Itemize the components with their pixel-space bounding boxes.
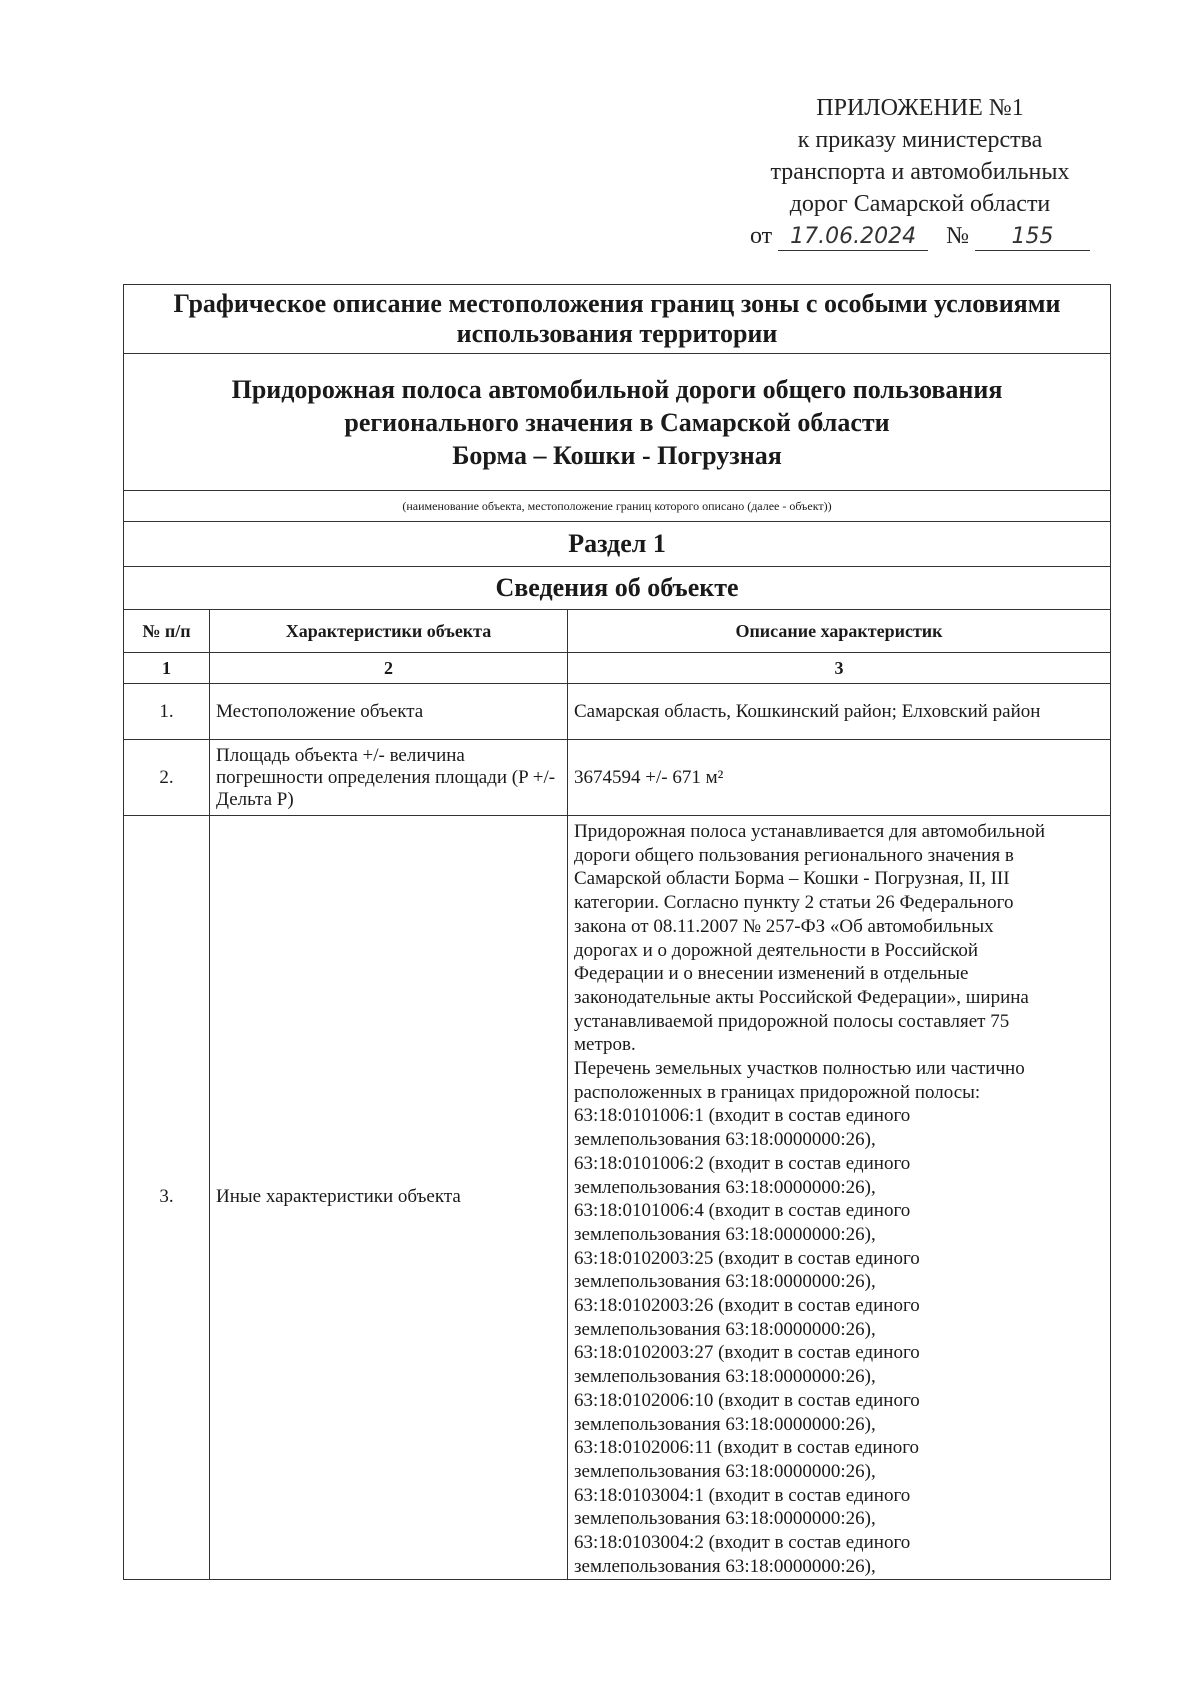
object-name-note: (наименование объекта, местоположение границ которого описано (далее - объект)) (124, 491, 1111, 522)
description-line: землепользования 63:18:0000000:26), (574, 1413, 876, 1435)
description-line: землепользования 63:18:0000000:26), (574, 1366, 876, 1388)
row-number: 3. (124, 816, 210, 1580)
column-number: 2 (210, 653, 568, 684)
appendix-header (720, 92, 1120, 252)
column-header-description: Описание характеристик (568, 610, 1111, 653)
description-line: 63:18:0103004:1 (входит в состав единого (574, 1484, 911, 1506)
order-date: 17.06.2024 (778, 224, 928, 251)
from-label: от (749, 223, 773, 249)
description-line: 63:18:0102003:27 (входит в состав единого (574, 1342, 920, 1364)
row-characteristic: Местоположение объекта (210, 684, 568, 740)
row-description (568, 816, 1111, 1580)
description-line: землепользования 63:18:0000000:26), (574, 1318, 876, 1340)
object-name-line: Борма – Кошки - Погрузная (452, 440, 782, 470)
description-line: метров. (574, 1034, 636, 1056)
object-name (124, 354, 1111, 491)
number-label: № (946, 223, 970, 249)
description-line: Перечень земельных участков полностью или частично (574, 1058, 1025, 1080)
appendix-line-3: дорог Самарской области (789, 191, 1051, 217)
column-number: 1 (124, 653, 210, 684)
description-line: категории. Согласно пункту 2 статьи 26 Федерального (574, 892, 1014, 914)
description-line: 63:18:0103004:2 (входит в состав единого (574, 1532, 911, 1554)
description-line: закона от 08.11.2007 № 257-ФЗ «Об автомобильных (574, 915, 994, 937)
section-subtitle: Сведения об объекте (124, 567, 1111, 610)
document-title: Графическое описание местоположения границ зоны с особыми условиями использования территории (124, 285, 1111, 354)
description-line: дорогах и о дорожной деятельности в Российской (574, 939, 979, 961)
description-line: землепользования 63:18:0000000:26), (574, 1508, 876, 1530)
appendix-line-2: транспорта и автомобильных (770, 159, 1070, 185)
row-characteristic: Иные характеристики объекта (210, 816, 568, 1580)
description-line: землепользования 63:18:0000000:26), (574, 1176, 876, 1198)
row-number: 1. (124, 684, 210, 740)
column-header-characteristic: Характеристики объекта (210, 610, 568, 653)
description-line: Придорожная полоса устанавливается для автомобильной (574, 821, 1046, 842)
description-line: землепользования 63:18:0000000:26), (574, 1129, 876, 1151)
table-header-row (124, 610, 1111, 653)
row-description: Самарская область, Кошкинский район; Елховский район (568, 684, 1111, 740)
object-info-table (123, 284, 1111, 1580)
description-line: устанавливаемой придорожной полосы составляет 75 (574, 1010, 1010, 1032)
description-line: землепользования 63:18:0000000:26), (574, 1223, 876, 1245)
order-signature-line (720, 220, 1120, 252)
row-description: 3674594 +/- 671 м² (568, 740, 1111, 816)
table-row (124, 816, 1111, 1580)
order-number: 155 (975, 224, 1090, 251)
table-row (124, 684, 1111, 740)
column-number-row (124, 653, 1111, 684)
table-row (124, 740, 1111, 816)
description-line: Самарской области Борма – Кошки - Погрузная, II, III (574, 868, 1010, 890)
description-line: землепользования 63:18:0000000:26), (574, 1555, 876, 1577)
description-line: расположенных в границах придорожной полосы: (574, 1081, 981, 1103)
description-line: 63:18:0101006:2 (входит в состав единого (574, 1152, 911, 1174)
description-line: 63:18:0102006:11 (входит в состав единого (574, 1437, 920, 1459)
description-line: дороги общего пользования регионального значения в (574, 844, 1014, 866)
column-number: 3 (568, 653, 1111, 684)
description-line: 63:18:0102003:26 (входит в состав единого (574, 1295, 920, 1317)
description-line: 63:18:0102003:25 (входит в состав единого (574, 1247, 920, 1269)
row-characteristic: Площадь объекта +/- величина погрешности определения площади (P +/- Дельта P) (210, 740, 568, 816)
description-line: землепользования 63:18:0000000:26), (574, 1271, 876, 1293)
description-line: 63:18:0101006:4 (входит в состав единого (574, 1200, 911, 1222)
row-number: 2. (124, 740, 210, 816)
description-line: законодательные акты Российской Федерации», ширина (574, 986, 1029, 1008)
description-line: землепользования 63:18:0000000:26), (574, 1460, 876, 1482)
appendix-line-1: к приказу министерства (797, 127, 1043, 153)
column-header-number: № п/п (124, 610, 210, 653)
section-title: Раздел 1 (124, 522, 1111, 567)
description-line: 63:18:0102006:10 (входит в состав единого (574, 1389, 920, 1411)
object-name-line: Придорожная полоса автомобильной дороги общего пользования (231, 374, 1003, 404)
object-name-line: регионального значения в Самарской области (344, 407, 890, 437)
description-line: Федерации и о внесении изменений в отдельные (574, 963, 969, 985)
appendix-title: ПРИЛОЖЕНИЕ №1 (816, 95, 1024, 121)
description-line: 63:18:0101006:1 (входит в состав единого (574, 1105, 911, 1127)
